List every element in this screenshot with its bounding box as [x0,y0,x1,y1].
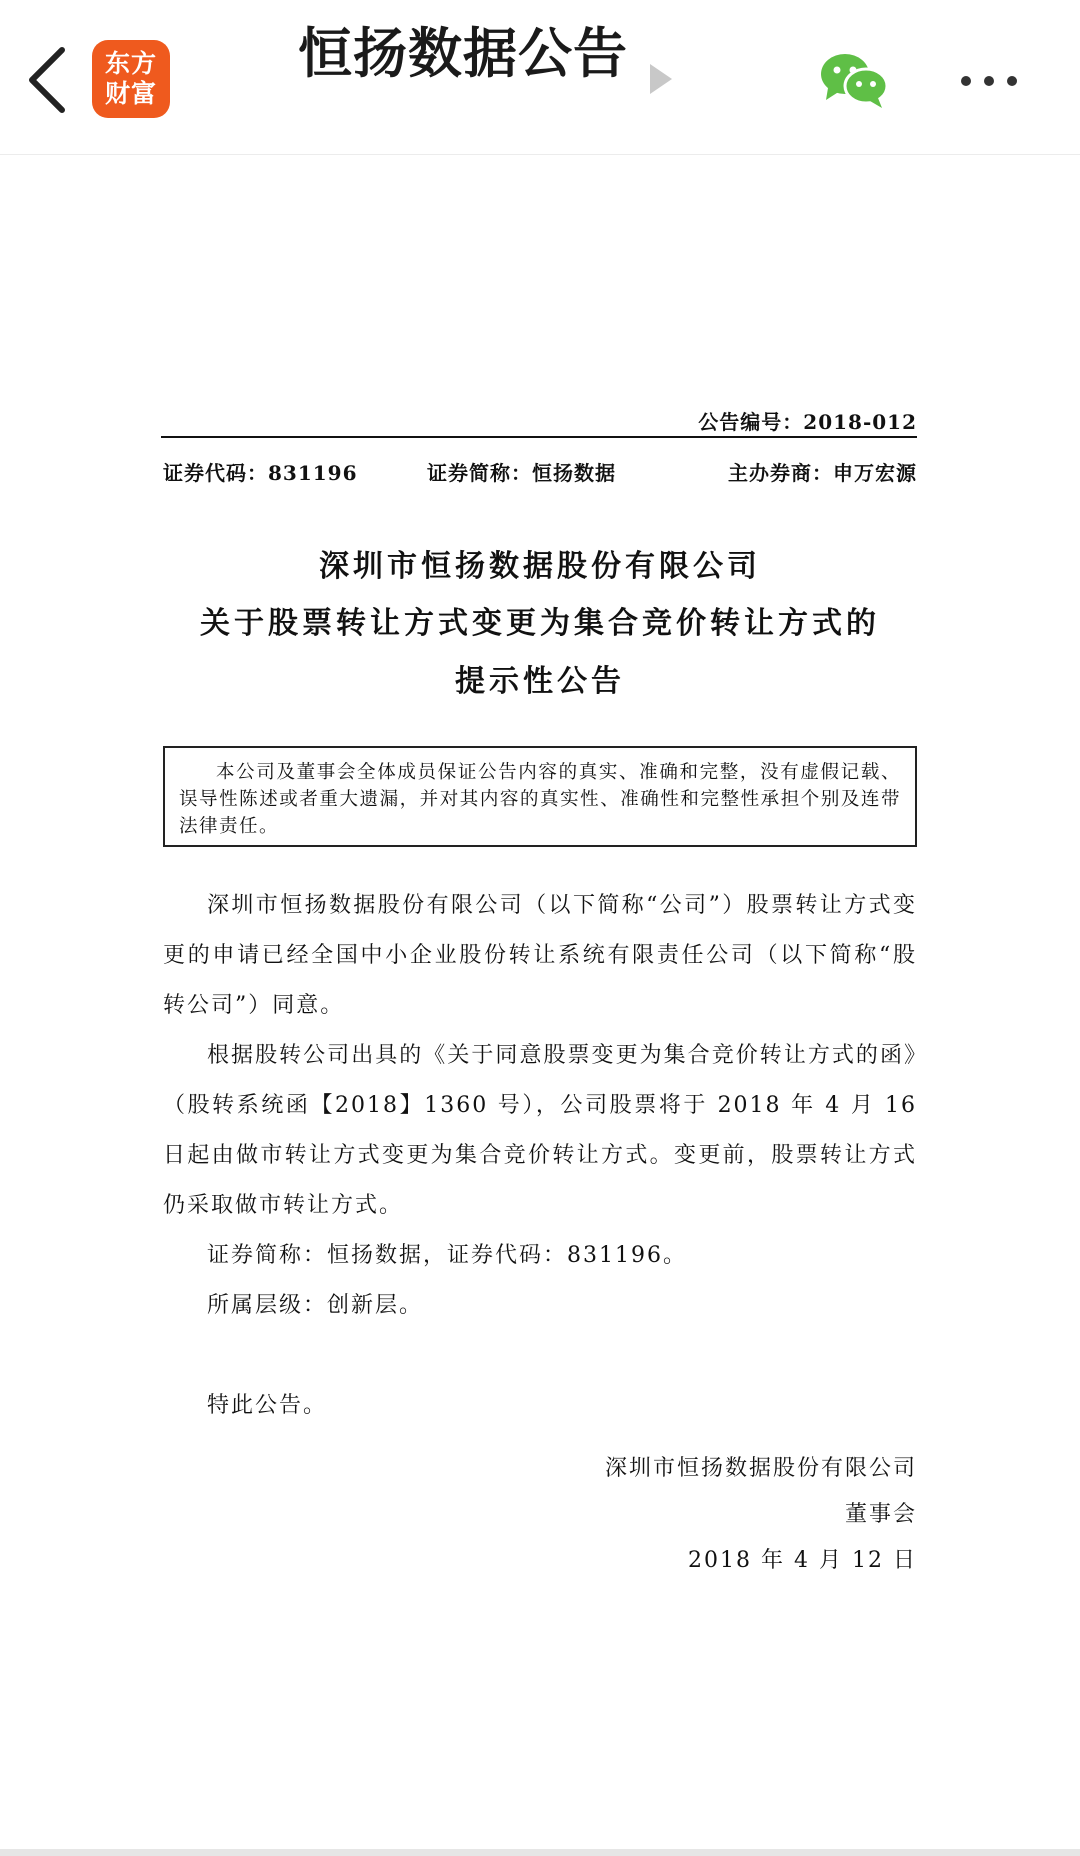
bottom-divider [0,1849,1080,1856]
document-title-line-2: 关于股票转让方式变更为集合竞价转让方式的 [200,606,880,641]
app-logo[interactable] [92,40,170,118]
body-paragraph-2: 根据股转公司出具的《关于同意股票变更为集合竞价转让方式的函》（股转系统函【2018】1360 号），公司股票将于 2018 年 4 月 16 日起由做市转让方式变更为集合竞价转让方式。变更前，股票转让方式仍采取做市转让方式。 [163,1043,917,1218]
app-logo-line1: 东方 [104,49,157,78]
body-paragraph-4: 所属层级：创新层。 [207,1293,424,1318]
body-paragraph-3: 证券简称：恒扬数据，证券代码：831196。 [207,1243,687,1268]
sponsor-broker: 主办券商：申万宏源 [728,461,917,485]
play-button[interactable] [648,62,674,96]
document-title-line-3: 提示性公告 [455,664,625,699]
disclaimer-box [163,746,917,847]
page-title: 恒扬数据公告 [298,22,628,85]
more-icon [958,66,1020,96]
signature-company: 深圳市恒扬数据股份有限公司 [604,1456,917,1481]
header-rule [161,436,917,438]
signature-board: 董事会 [844,1502,917,1527]
security-abbreviation: 证券简称：恒扬数据 [427,461,616,485]
announcement-number: 公告编号：2018-012 [698,410,917,434]
back-icon [22,42,72,118]
app-logo-line2: 财富 [104,79,157,108]
announcement-document [0,156,1080,1856]
body-paragraph-1: 深圳市恒扬数据股份有限公司（以下简称“公司”）股票转让方式变更的申请已经全国中小企业股份转让系统有限责任公司（以下简称“股转公司”）同意。 [163,893,917,1018]
security-code: 证券代码：831196 [163,461,358,485]
closing-line: 特此公告。 [207,1393,328,1418]
play-icon [648,62,674,96]
announcement-body [163,881,917,1431]
disclaimer-text: 本公司及董事会全体成员保证公告内容的真实、准确和完整，没有虚假记载、误导性陈述或者重大遗漏，并对其内容的真实性、准确性和完整性承担个别及连带法律责任。 [179,762,901,837]
wechat-icon [818,50,890,110]
more-button[interactable] [958,66,1020,96]
wechat-share-button[interactable] [818,50,890,110]
signature-date: 2018 年 4 月 12 日 [688,1548,917,1573]
back-button[interactable] [22,42,72,118]
document-title-line-1: 深圳市恒扬数据股份有限公司 [319,549,761,584]
top-nav-bar [0,0,1080,155]
